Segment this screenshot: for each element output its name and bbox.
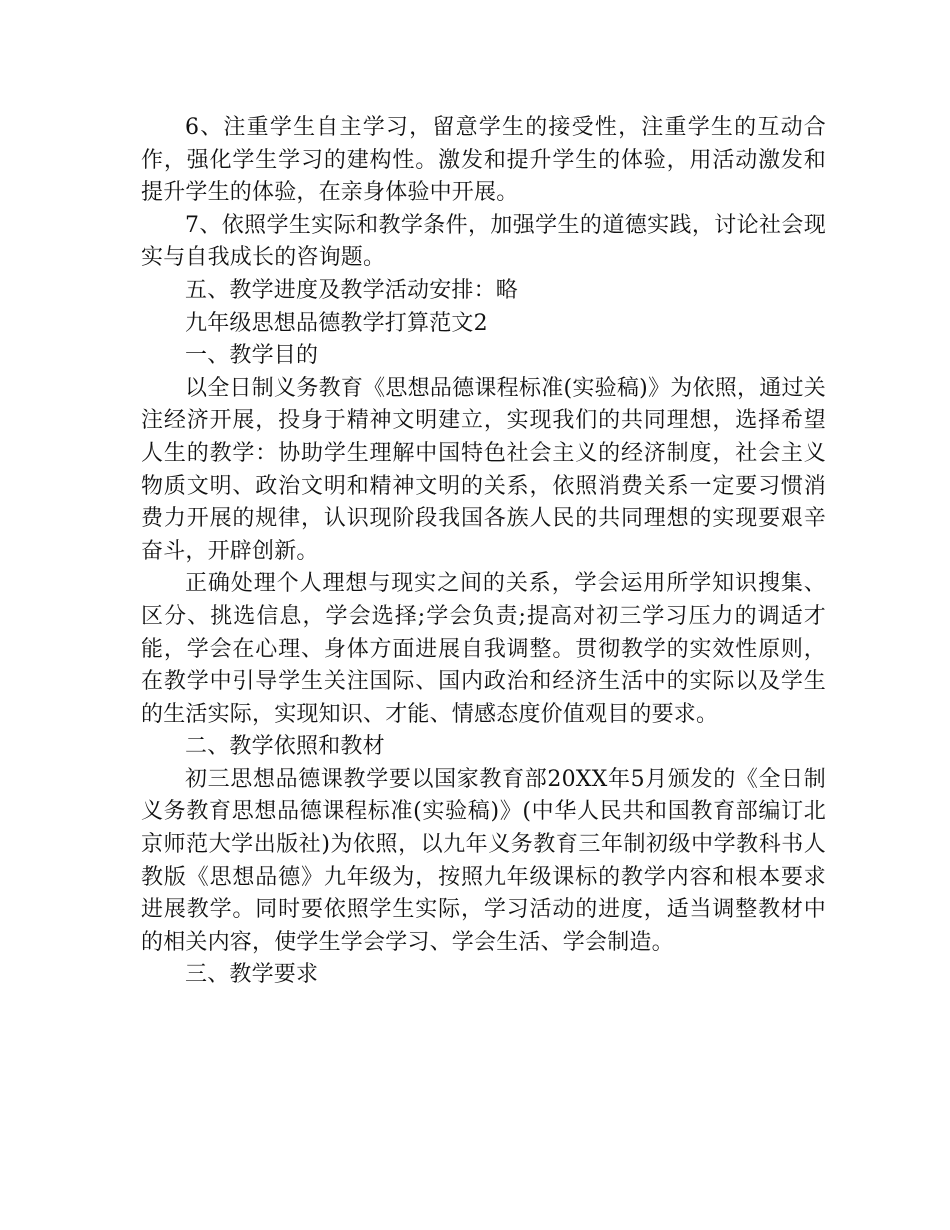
document-body: [141, 112, 826, 992]
section-heading-basis: 二、教学依照和教材: [185, 734, 385, 760]
paragraph-basis: 初三思想品德课教学要以国家教育部20XX年5月颁发的《全日制义务教育思想品德课程标准(实验稿)》(中华人民共和国教育部编订北京师范大学出版社)为依照，以九年义务教育三年制初级中学教科书人教版《思想品德》九年级为，按照九年级课标的教学内容和根本要求进展教学。同时要依照学生实际，学习活动的进度，适当调整教材中的相关内容，使学生学会学习、学会生活、学会制造。: [141, 766, 826, 955]
paragraph-ideals: 正确处理个人理想与现实之间的关系，学会运用所学知识搜集、区分、挑选信息，学会选择;学会负责;提高对初三学习压力的调适才能，学会在心理、身体方面进展自我调整。贯彻教学的实效性原则，在教学中引导学生关注国际、国内政治和经济生活中的实际以及学生的生活实际，实现知识、才能、情感态度价值观目的要求。: [141, 571, 826, 727]
paragraph-goals: 以全日制义务教育《思想品德课程标准(实验稿)》为依照，通过关注经济开展，投身于精神文明建立，实现我们的共同理想，选择希望人生的教学：协助学生理解中国特色社会主义的经济制度，社会主义物质文明、政治文明和精神文明的关系，依照消费关系一定要习惯消费力开展的规律，认识现阶段我国各族人民的共同理想的实现要艰辛奋斗，开辟创新。: [141, 375, 826, 564]
paragraph-item-6: 6、注重学生自主学习，留意学生的接受性，注重学生的互动合作，强化学生学习的建构性。激发和提升学生的体验，用活动激发和提升学生的体验，在亲身体验中开展。: [141, 115, 826, 206]
document-title: 九年级思想品德教学打算范文2: [185, 310, 488, 336]
paragraph-item-7: 7、依照学生实际和教学条件，加强学生的道德实践，讨论社会现实与自我成长的咨询题。: [141, 212, 826, 271]
section-heading-progress: 五、教学进度及教学活动安排：略: [185, 277, 519, 303]
section-heading-goals: 一、教学目的: [185, 343, 319, 369]
section-heading-requirements: 三、教学要求: [185, 962, 319, 988]
